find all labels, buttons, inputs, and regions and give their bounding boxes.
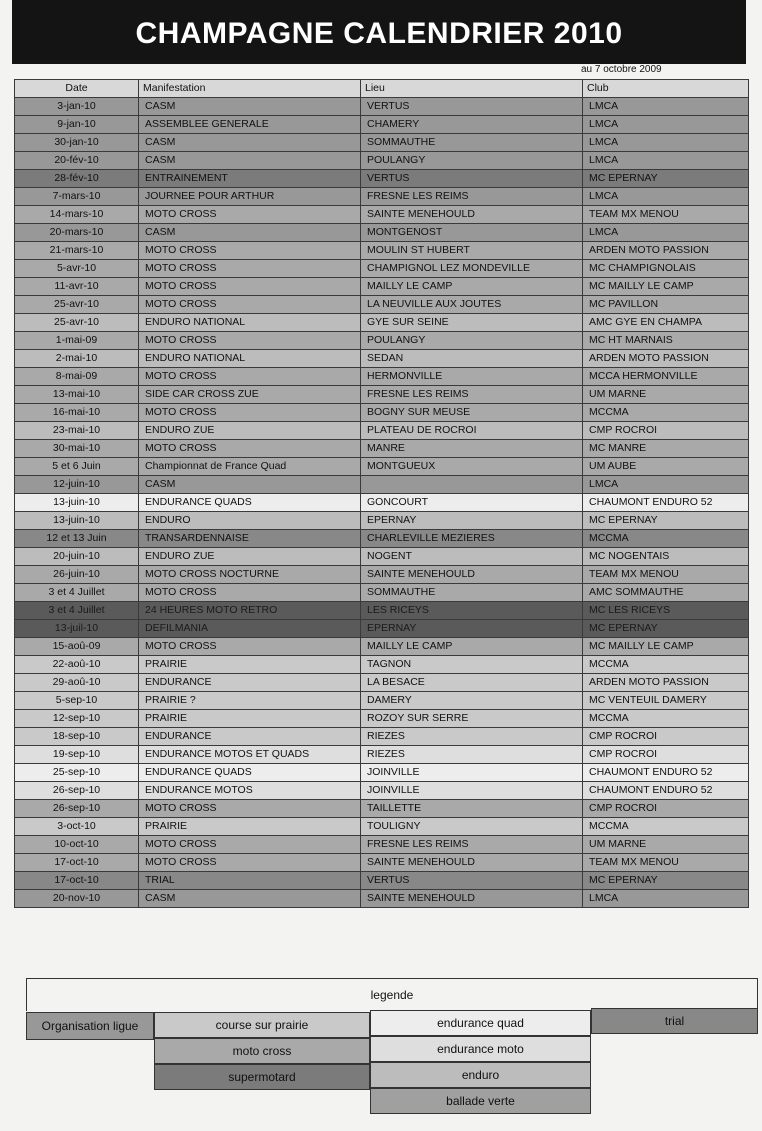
cell-place: POULANGY [361, 152, 583, 170]
legend-endurance-moto: endurance moto [370, 1036, 591, 1062]
cell-date: 12-juin-10 [15, 476, 139, 494]
table-row [15, 224, 749, 242]
cell-club: LMCA [583, 188, 749, 206]
cell-club: MCCMA [583, 530, 749, 548]
cell-club: CMP ROCROI [583, 800, 749, 818]
cell-event: MOTO CROSS [139, 206, 361, 224]
cell-club: CHAUMONT ENDURO 52 [583, 782, 749, 800]
cell-event: CASM [139, 890, 361, 908]
cell-place: SOMMAUTHE [361, 584, 583, 602]
cell-event: MOTO CROSS [139, 584, 361, 602]
cell-club: ARDEN MOTO PASSION [583, 674, 749, 692]
cell-event: TRANSARDENNAISE [139, 530, 361, 548]
cell-place: POULANGY [361, 332, 583, 350]
cell-club: MC MAILLY LE CAMP [583, 638, 749, 656]
title-banner [12, 0, 746, 64]
calendar-body [15, 98, 749, 908]
cell-place: GYE SUR SEINE [361, 314, 583, 332]
table-row [15, 134, 749, 152]
cell-event: MOTO CROSS [139, 440, 361, 458]
cell-date: 20-fév-10 [15, 152, 139, 170]
table-row [15, 494, 749, 512]
cell-event: MOTO CROSS [139, 404, 361, 422]
cell-club: LMCA [583, 890, 749, 908]
cell-date: 21-mars-10 [15, 242, 139, 260]
cell-date: 13-juil-10 [15, 620, 139, 638]
cell-date: 9-jan-10 [15, 116, 139, 134]
cell-date: 5 et 6 Juin [15, 458, 139, 476]
cell-date: 25-avr-10 [15, 314, 139, 332]
cell-event: MOTO CROSS [139, 242, 361, 260]
table-row [15, 458, 749, 476]
cell-club: CHAUMONT ENDURO 52 [583, 764, 749, 782]
cell-club: MCCMA [583, 710, 749, 728]
cell-club: UM MARNE [583, 386, 749, 404]
table-row [15, 476, 749, 494]
cell-place: LES RICEYS [361, 602, 583, 620]
cell-club: MCCMA [583, 404, 749, 422]
cell-date: 23-mai-10 [15, 422, 139, 440]
cell-place: SAINTE MENEHOULD [361, 854, 583, 872]
cell-event: ENDURANCE QUADS [139, 764, 361, 782]
cell-place: BOGNY SUR MEUSE [361, 404, 583, 422]
cell-event: ENDURANCE QUADS [139, 494, 361, 512]
table-row [15, 638, 749, 656]
cell-date: 20-juin-10 [15, 548, 139, 566]
cell-club: MC EPERNAY [583, 170, 749, 188]
legend-title: legende [370, 988, 414, 1002]
table-row [15, 746, 749, 764]
table-row [15, 512, 749, 530]
cell-date: 22-aoû-10 [15, 656, 139, 674]
cell-event: ENDURO ZUE [139, 548, 361, 566]
cell-club: LMCA [583, 134, 749, 152]
table-row [15, 782, 749, 800]
cell-date: 29-aoû-10 [15, 674, 139, 692]
cell-place: EPERNAY [361, 512, 583, 530]
cell-event: CASM [139, 224, 361, 242]
cell-place: VERTUS [361, 170, 583, 188]
table-header-row [15, 80, 749, 98]
cell-date: 3-jan-10 [15, 98, 139, 116]
table-row [15, 530, 749, 548]
table-row [15, 242, 749, 260]
cell-place: TAGNON [361, 656, 583, 674]
cell-place: FRESNE LES REIMS [361, 836, 583, 854]
cell-place: FRESNE LES REIMS [361, 188, 583, 206]
cell-event: MOTO CROSS [139, 368, 361, 386]
cell-event: DEFILMANIA [139, 620, 361, 638]
cell-date: 20-nov-10 [15, 890, 139, 908]
table-row [15, 656, 749, 674]
header-club: Club [583, 80, 749, 98]
cell-club: TEAM MX MENOU [583, 206, 749, 224]
cell-date: 11-avr-10 [15, 278, 139, 296]
cell-event: ENTRAINEMENT [139, 170, 361, 188]
cell-date: 17-oct-10 [15, 872, 139, 890]
cell-place: SEDAN [361, 350, 583, 368]
header-place: Lieu [361, 80, 583, 98]
cell-club: LMCA [583, 98, 749, 116]
table-row [15, 692, 749, 710]
update-date: au 7 octobre 2009 [581, 64, 662, 75]
cell-club: CHAUMONT ENDURO 52 [583, 494, 749, 512]
table-row [15, 152, 749, 170]
cell-club: MC CHAMPIGNOLAIS [583, 260, 749, 278]
cell-event: PRAIRIE [139, 656, 361, 674]
cell-club: LMCA [583, 476, 749, 494]
cell-date: 25-avr-10 [15, 296, 139, 314]
cell-place: MOULIN ST HUBERT [361, 242, 583, 260]
cell-place: MAILLY LE CAMP [361, 278, 583, 296]
table-row [15, 386, 749, 404]
cell-date: 30-mai-10 [15, 440, 139, 458]
table-row [15, 350, 749, 368]
cell-club: LMCA [583, 152, 749, 170]
cell-club: MC NOGENTAIS [583, 548, 749, 566]
cell-club: CMP ROCROI [583, 746, 749, 764]
cell-place: GONCOURT [361, 494, 583, 512]
cell-club: LMCA [583, 116, 749, 134]
cell-event: ENDURANCE [139, 674, 361, 692]
cell-place: TOULIGNY [361, 818, 583, 836]
table-row [15, 260, 749, 278]
cell-club: CMP ROCROI [583, 728, 749, 746]
cell-date: 14-mars-10 [15, 206, 139, 224]
cell-event: 24 HEURES MOTO RETRO [139, 602, 361, 620]
table-row [15, 548, 749, 566]
cell-place: DAMERY [361, 692, 583, 710]
cell-date: 13-juin-10 [15, 494, 139, 512]
cell-place: JOINVILLE [361, 782, 583, 800]
table-row [15, 764, 749, 782]
cell-place: MONTGENOST [361, 224, 583, 242]
cell-club: MCCMA [583, 656, 749, 674]
cell-place: RIEZES [361, 728, 583, 746]
cell-club: MC VENTEUIL DAMERY [583, 692, 749, 710]
cell-date: 12 et 13 Juin [15, 530, 139, 548]
table-row [15, 116, 749, 134]
header-event: Manifestation [139, 80, 361, 98]
cell-event: MOTO CROSS [139, 854, 361, 872]
cell-club: ARDEN MOTO PASSION [583, 242, 749, 260]
cell-club: UM AUBE [583, 458, 749, 476]
cell-event: CASM [139, 134, 361, 152]
table-row [15, 872, 749, 890]
table-row [15, 620, 749, 638]
cell-club: MC EPERNAY [583, 872, 749, 890]
cell-event: MOTO CROSS [139, 638, 361, 656]
table-row [15, 584, 749, 602]
cell-club: MC EPERNAY [583, 512, 749, 530]
cell-place: VERTUS [361, 872, 583, 890]
cell-date: 8-mai-09 [15, 368, 139, 386]
cell-club: MC MANRE [583, 440, 749, 458]
legend-trial: trial [591, 1008, 758, 1034]
cell-club: MC PAVILLON [583, 296, 749, 314]
cell-club: LMCA [583, 224, 749, 242]
cell-date: 15-aoû-09 [15, 638, 139, 656]
cell-event: ENDURO ZUE [139, 422, 361, 440]
cell-event: MOTO CROSS NOCTURNE [139, 566, 361, 584]
table-row [15, 188, 749, 206]
cell-event: TRIAL [139, 872, 361, 890]
cell-event: ENDURANCE MOTOS ET QUADS [139, 746, 361, 764]
cell-club: MC HT MARNAIS [583, 332, 749, 350]
cell-event: MOTO CROSS [139, 278, 361, 296]
cell-place: MAILLY LE CAMP [361, 638, 583, 656]
cell-place: RIEZES [361, 746, 583, 764]
cell-place: MANRE [361, 440, 583, 458]
cell-date: 20-mars-10 [15, 224, 139, 242]
cell-place: TAILLETTE [361, 800, 583, 818]
cell-club: AMC SOMMAUTHE [583, 584, 749, 602]
cell-event: MOTO CROSS [139, 296, 361, 314]
table-row [15, 332, 749, 350]
cell-place: SAINTE MENEHOULD [361, 566, 583, 584]
cell-event: JOURNEE POUR ARTHUR [139, 188, 361, 206]
cell-club: MCCA HERMONVILLE [583, 368, 749, 386]
table-row [15, 368, 749, 386]
table-row [15, 800, 749, 818]
cell-event: PRAIRIE [139, 818, 361, 836]
cell-date: 3-oct-10 [15, 818, 139, 836]
cell-place: CHAMPIGNOL LEZ MONDEVILLE [361, 260, 583, 278]
cell-event: CASM [139, 476, 361, 494]
table-row [15, 710, 749, 728]
cell-place: PLATEAU DE ROCROI [361, 422, 583, 440]
table-row [15, 728, 749, 746]
table-row [15, 314, 749, 332]
cell-club: ARDEN MOTO PASSION [583, 350, 749, 368]
cell-club: MCCMA [583, 818, 749, 836]
legend-ballade-verte: ballade verte [370, 1088, 591, 1114]
cell-date: 5-avr-10 [15, 260, 139, 278]
cell-event: ENDURO NATIONAL [139, 314, 361, 332]
table-row [15, 890, 749, 908]
table-row [15, 836, 749, 854]
cell-date: 19-sep-10 [15, 746, 139, 764]
cell-place: NOGENT [361, 548, 583, 566]
cell-club: TEAM MX MENOU [583, 566, 749, 584]
legend-supermotard: supermotard [154, 1064, 370, 1090]
cell-place: ROZOY SUR SERRE [361, 710, 583, 728]
table-row [15, 818, 749, 836]
legend-endurance-quad: endurance quad [370, 1010, 591, 1036]
cell-event: CASM [139, 98, 361, 116]
legend-league: Organisation ligue [26, 1012, 154, 1040]
table-row [15, 206, 749, 224]
cell-place: SAINTE MENEHOULD [361, 206, 583, 224]
cell-place: SAINTE MENEHOULD [361, 890, 583, 908]
table-row [15, 422, 749, 440]
cell-date: 16-mai-10 [15, 404, 139, 422]
table-row [15, 278, 749, 296]
cell-place: FRESNE LES REIMS [361, 386, 583, 404]
page-title: CHAMPAGNE CALENDRIER 2010 [135, 17, 623, 50]
cell-date: 3 et 4 Juillet [15, 584, 139, 602]
cell-club: CMP ROCROI [583, 422, 749, 440]
cell-place [361, 476, 583, 494]
cell-date: 1-mai-09 [15, 332, 139, 350]
legend-motocross: moto cross [154, 1038, 370, 1064]
cell-event: ENDURANCE MOTOS [139, 782, 361, 800]
cell-date: 28-fév-10 [15, 170, 139, 188]
table-row [15, 674, 749, 692]
table-row [15, 170, 749, 188]
cell-place: MONTGUEUX [361, 458, 583, 476]
header-date: Date [15, 80, 139, 98]
cell-event: ENDURO NATIONAL [139, 350, 361, 368]
table-row [15, 566, 749, 584]
cell-place: CHARLEVILLE MEZIERES [361, 530, 583, 548]
cell-date: 17-oct-10 [15, 854, 139, 872]
cell-event: PRAIRIE ? [139, 692, 361, 710]
table-row [15, 854, 749, 872]
cell-event: ENDURO [139, 512, 361, 530]
cell-event: ASSEMBLEE GENERALE [139, 116, 361, 134]
cell-place: VERTUS [361, 98, 583, 116]
cell-club: MC MAILLY LE CAMP [583, 278, 749, 296]
cell-date: 26-sep-10 [15, 800, 139, 818]
cell-club: MC EPERNAY [583, 620, 749, 638]
cell-event: MOTO CROSS [139, 800, 361, 818]
cell-date: 26-juin-10 [15, 566, 139, 584]
cell-date: 10-oct-10 [15, 836, 139, 854]
cell-place: HERMONVILLE [361, 368, 583, 386]
legend-box [26, 978, 758, 1011]
cell-club: TEAM MX MENOU [583, 854, 749, 872]
cell-place: EPERNAY [361, 620, 583, 638]
cell-place: LA NEUVILLE AUX JOUTES [361, 296, 583, 314]
cell-date: 18-sep-10 [15, 728, 139, 746]
cell-event: MOTO CROSS [139, 332, 361, 350]
cell-event: SIDE CAR CROSS ZUE [139, 386, 361, 404]
cell-club: AMC GYE EN CHAMPA [583, 314, 749, 332]
cell-club: MC LES RICEYS [583, 602, 749, 620]
cell-date: 30-jan-10 [15, 134, 139, 152]
cell-date: 25-sep-10 [15, 764, 139, 782]
cell-club: UM MARNE [583, 836, 749, 854]
cell-date: 13-mai-10 [15, 386, 139, 404]
table-row [15, 404, 749, 422]
cell-date: 2-mai-10 [15, 350, 139, 368]
cell-event: ENDURANCE [139, 728, 361, 746]
cell-date: 5-sep-10 [15, 692, 139, 710]
legend-enduro: enduro [370, 1062, 591, 1088]
cell-place: LA BESACE [361, 674, 583, 692]
cell-event: MOTO CROSS [139, 836, 361, 854]
calendar-table [14, 79, 749, 908]
cell-date: 26-sep-10 [15, 782, 139, 800]
cell-event: MOTO CROSS [139, 260, 361, 278]
table-row [15, 296, 749, 314]
table-row [15, 440, 749, 458]
cell-date: 3 et 4 Juillet [15, 602, 139, 620]
legend-prairie: course sur prairie [154, 1012, 370, 1038]
cell-place: JOINVILLE [361, 764, 583, 782]
cell-date: 12-sep-10 [15, 710, 139, 728]
table-row [15, 98, 749, 116]
cell-date: 13-juin-10 [15, 512, 139, 530]
table-row [15, 602, 749, 620]
cell-place: CHAMERY [361, 116, 583, 134]
cell-event: CASM [139, 152, 361, 170]
cell-date: 7-mars-10 [15, 188, 139, 206]
cell-place: SOMMAUTHE [361, 134, 583, 152]
cell-event: Championnat de France Quad [139, 458, 361, 476]
cell-event: PRAIRIE [139, 710, 361, 728]
